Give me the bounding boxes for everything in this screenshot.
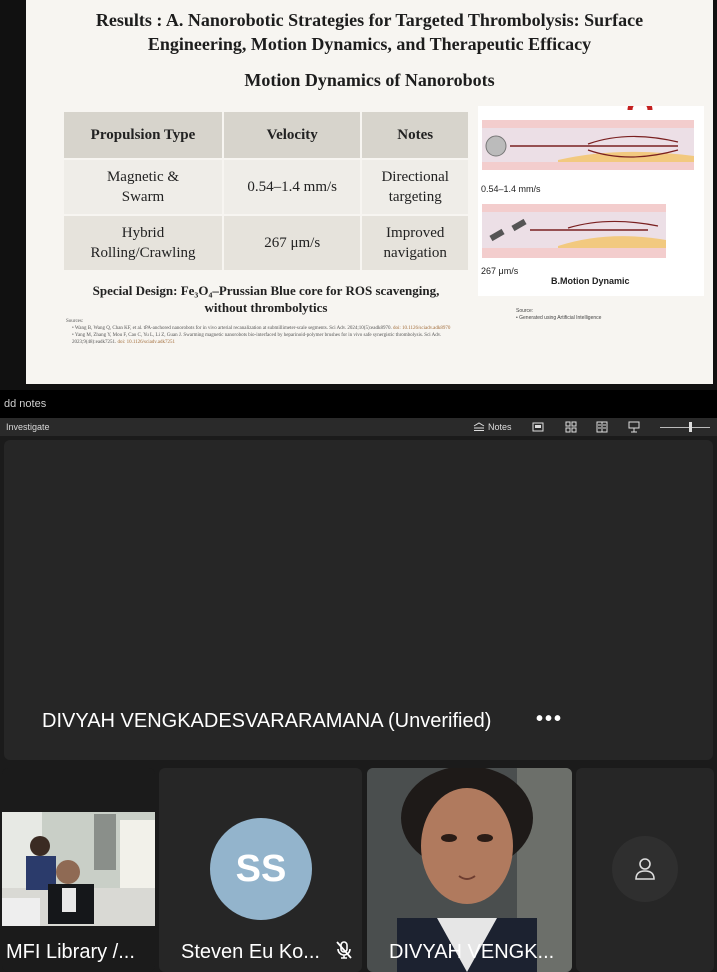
cell-text: Magnetic & <box>106 169 180 185</box>
participant-video <box>2 812 155 926</box>
notes-pane[interactable] <box>0 390 717 418</box>
table-header: Notes <box>362 112 468 158</box>
participant-name: Steven Eu Ko... <box>181 941 320 963</box>
status-bar <box>0 418 717 436</box>
notes-button[interactable] <box>473 421 512 433</box>
normal-view-icon[interactable] <box>532 421 544 433</box>
speaker-name: DIVYAH VENGKADESVARARAMANA (Unverified) <box>42 710 492 732</box>
magnet-icon <box>630 106 650 110</box>
person-icon <box>634 857 656 881</box>
source-ref: • Yang M, Zhang Y, Mou F, Cao C, Yu L, Li Z, Guan J. Swarming magnetic nanorobots bio-interfaced by heparinoid-polymer brushes for in vivo safe synergistic thrombolysis. Sci Adv. 2023;9(48):eadk7251. doi: 10.1126/sciadv.adk7251 <box>72 333 442 345</box>
source-ref: • Wang B, Wang Q, Chan KF, et al. tPA-anchored nanorobots for in vivo arterial recanalization at submillimeter-scale segments. Sci Adv. 2024;10(5):eadk8970. doi: 10.1126/sciadv.adk8970 <box>72 326 451 331</box>
table-header: Propulsion Type <box>64 112 222 158</box>
presentation-slide <box>26 0 713 384</box>
participant-tile[interactable] <box>2 768 155 972</box>
zoom-slider-knob[interactable] <box>689 422 692 432</box>
table-row <box>64 160 468 214</box>
figure-source-text: • Generated using Artificial Intelligence <box>516 315 602 321</box>
table-cell <box>362 216 468 270</box>
table-cell <box>64 216 222 270</box>
avatar <box>210 818 312 920</box>
cell-text: Hybrid <box>121 225 165 241</box>
figure-label-bottom: 267 μm/s <box>481 266 519 276</box>
notes-icon <box>473 422 485 432</box>
table-cell: 267 μm/s <box>224 216 360 270</box>
shared-screen <box>0 0 717 390</box>
slide-title-line2: Engineering, Motion Dynamics, and Therapeutic Efficacy <box>147 34 592 54</box>
source-text: Wang B, Wang Q, Chan KF, et al. tPA-anchored nanorobots for in vivo arterial recanalization at submillimeter-scale segments. Sci Adv. 2024;10(5):eadk8970. <box>74 326 392 331</box>
table-row <box>64 216 468 270</box>
notes-placeholder[interactable]: dd notes <box>4 398 47 410</box>
cell-text: targeting <box>388 189 442 205</box>
special-line2: without thrombolytics <box>204 300 328 315</box>
presenter-view-icon[interactable] <box>628 421 640 433</box>
figure-source-label: Source: <box>516 308 534 314</box>
source-doi: doi: 10.1126/sciadv.adk7251 <box>117 340 175 345</box>
source-doi: doi: 10.1126/sciadv.adk8970 <box>392 326 451 331</box>
slide-subtitle: Motion Dynamics of Nanorobots <box>244 70 495 90</box>
propulsion-table <box>62 110 470 272</box>
participant-tile[interactable] <box>576 768 714 972</box>
table-cell: 0.54–1.4 mm/s <box>224 160 360 214</box>
zoom-slider-track[interactable] <box>660 427 710 428</box>
cell-text: Improved <box>386 225 445 241</box>
reading-view-icon[interactable] <box>596 421 608 433</box>
cell-text: Swarm <box>121 189 165 205</box>
participant-tile[interactable] <box>159 768 362 972</box>
table-cell <box>362 160 468 214</box>
table-header: Velocity <box>224 112 360 158</box>
more-options-button[interactable]: ••• <box>536 708 564 730</box>
slide-title <box>26 8 713 56</box>
slide-sorter-icon[interactable] <box>565 421 577 433</box>
mic-muted-icon <box>335 940 353 960</box>
status-label: Investigate <box>6 422 50 432</box>
avatar-initials: SS <box>235 847 287 890</box>
figure-label-top: 0.54–1.4 mm/s <box>481 184 541 194</box>
sources-block <box>66 318 486 346</box>
notes-label: Notes <box>488 422 512 432</box>
participant-name: MFI Library /... <box>6 941 135 963</box>
table-cell <box>64 160 222 214</box>
figure-source <box>516 308 601 322</box>
special-design-note <box>66 282 466 316</box>
special-line1: Special Design: Fe₃O₄–Prussian Blue core for ROS scavenging, <box>92 283 440 298</box>
active-speaker-tile <box>4 440 713 760</box>
source-text: Yang M, Zhang Y, Mou F, Cao C, Yu L, Li Z, Guan J. Swarming magnetic nanorobots bio-interfaced by heparinoid-polymer brushes for in vivo safe synergistic thrombolysis. Sci Adv. 2023;9(48):eadk7251. <box>72 333 442 345</box>
cell-text: Rolling/Crawling <box>90 245 196 261</box>
figure-caption: B.Motion Dynamic <box>551 276 630 286</box>
participant-name: DIVYAH VENGK... <box>389 941 555 963</box>
nanorobot-swarm <box>486 136 506 156</box>
table-header-row <box>64 112 468 158</box>
add-participant-button[interactable] <box>612 836 678 902</box>
figure-source-value: Generated using Artificial Intelligence <box>519 315 602 321</box>
sources-label: Sources: <box>66 319 84 324</box>
cell-text: Directional <box>381 169 449 185</box>
cell-text: navigation <box>383 245 447 261</box>
slide-title-line1: Results : A. Nanorobotic Strategies for Targeted Thrombolysis: Surface <box>95 10 644 30</box>
participant-tile[interactable] <box>367 768 572 972</box>
